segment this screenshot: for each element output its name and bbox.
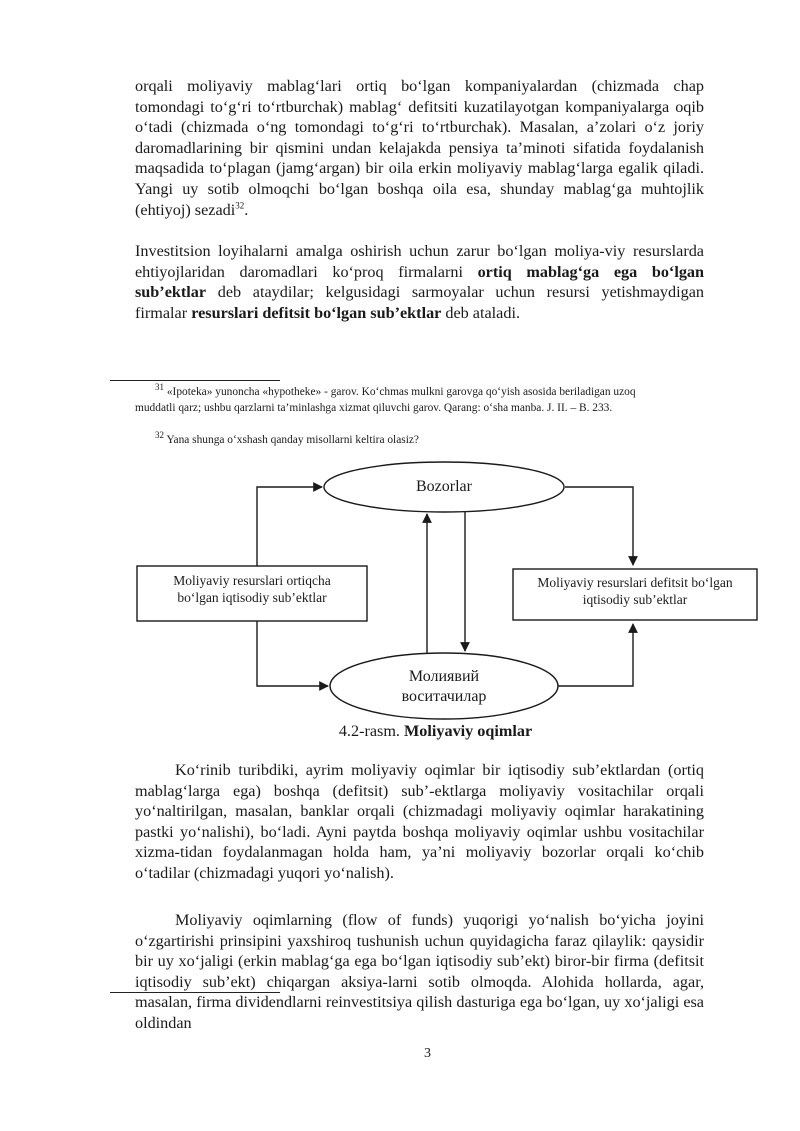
term-deficit-units: resurslari defitsit bo‘lgan sub’ektlar (191, 303, 442, 322)
footnote-ref-32: 32 (235, 200, 245, 211)
paragraph-2-text-a: Investitsion loyihalarni amalga oshirish uchun zarur bo‘lgan moliya-viy resurslarda ehtiyojlaridan daromadlari ko‘proq firmalarni (135, 242, 704, 281)
footnote-32-text: Yana shunga o‘xshash qanday misollarni keltira olasiz? (166, 434, 419, 446)
deficit-box-line1: Moliyaviy resurslari defitsit bo‘lgan (537, 575, 733, 590)
footnote-31-number: 31 (155, 382, 164, 393)
flow-arrow-markets-to-deficit (565, 487, 633, 565)
caption-prefix: 4.2-rasm. (338, 722, 405, 740)
intermediaries-line1: Молиявий (408, 668, 480, 685)
body-paragraph-3: Ko‘rinib turibdiki, ayrim moliyaviy oqimlar bir iqtisodiy sub’ektlardan (ortiq mablag‘larga ega) boshqa (defitsit) sub’-ektlarga moliyaviy vositachilar orqali yo‘naltirilgan, masalan, banklar orqali (chizmadagi moliyaviy oqimlar harakatining pastki yo‘nalishi), bo‘ladi. Ayni paytda boshqa moliyaviy oqimlar ushbu vositachilar xizma-tidan foydalanmagan holda ham, ya’ni moliyaviy bozorlar orqali ko‘chib o‘tadilar (chizmadagi yuqori yo‘nalish). (135, 761, 704, 882)
flow-arrow-surplus-to-markets (257, 487, 322, 566)
caption-title: Moliyaviy oqimlar (404, 722, 533, 740)
body-paragraph-1: orqali moliyaviy mablag‘lari ortiq bo‘lgan kompaniyalardan (chizmada chap tomondagi to‘g‘ri to‘rtburchak) mablag‘ defitsiti kuzatilayotgan kompaniyalarga oqib o‘tadi (chizmada o‘ng tomondagi to‘g‘ri to‘rtburchak). Masalan, a’zolari o‘z joriy daromadlarining bir qismini undan kelajakda pensiya ta’minoti sifatida foydalanish maqsadida to‘plagan (jamg‘argan) bir oila erkin moliyaviy mablag‘larga egalik qiladi. Yangi uy sotib olmoqchi bo‘lgan boshqa oila esa, shunday mablag‘ga muhtojlik (ehtiyoj) sezadi$^{32}$. (135, 77, 704, 219)
deficit-box-line2: iqtisodiy sub’ektlar (582, 592, 688, 607)
surplus-box-line1: Moliyaviy resurslari ortiqcha (173, 573, 331, 588)
page-number: 3 (424, 1046, 431, 1061)
intermediaries-node (330, 653, 558, 719)
body-paragraph-4: Moliyaviy oqimlarning (flow of funds) yuqorigi yo‘nalish bo‘yicha joyini o‘zgartirishi prinsipini yaxshiroq tushunish uchun quyidagicha faraz qilaylik: qaysidir bir uy xo‘jaligi (erkin mablag‘ga ega bo‘lgan iqtisodiy sub’ekt) biror-bir firma (defitsit iqtisodiy sub’ekt) chiqargan aksiya-larni sotib olmoqda. Alohida hollarda, agar, masalan, firma dividendlarni reinvestitsiya qilish dasturiga ega bo‘lgan, uy xo‘jaligi esa oldindan (135, 911, 704, 1032)
flow-arrow-surplus-to-intermediaries (257, 621, 328, 686)
footnote-32-number: 32 (155, 430, 164, 441)
term-surplus-units: ortiq mablag‘ga ega bo‘lgan sub’ektlar (135, 262, 705, 302)
surplus-box-line2: bo‘lgan iqtisodiy sub’ektlar (177, 590, 327, 605)
figure-caption (0, 722, 800, 741)
paragraph-2-text-b: deb ataydilar; kelgusidagi sarmoyalar uchun resursi yetishmaydigan firmalar (135, 283, 704, 322)
paragraph-1-text: orqali moliyaviy mablag‘lari ortiq bo‘lgan kompaniyalardan (chizmada chap tomondagi to‘g‘ri to‘rtburchak) mablag‘ defitsiti kuzatilayotgan kompaniyalarga oqib o‘tadi (chizmada o‘ng tomondagi to‘g‘ri to‘rtburchak). Masalan, a’zolari o‘z joriy daromadlarining bir qismini undan kelajakda pensiya ta’minoti sifatida foydalanish maqsadida to‘plagan (jamg‘argan) bir oila erkin moliyaviy mablag‘larga egalik qiladi. Yangi uy sotib olmoqchi bo‘lgan boshqa oila esa, shunday mablag‘ga muhtojlik (ehtiyoj) sezadi (135, 77, 704, 219)
intermediaries-line2: воситачилар (401, 688, 487, 705)
flow-arrow-intermediaries-to-deficit (558, 624, 633, 686)
paragraph-2-text-c: deb ataladi. (441, 303, 520, 322)
page-rule (110, 992, 280, 993)
footnote-31-text: «Ipoteka» yunoncha «hypotheke» - garov. Ko‘chmas mulkni garovga qo‘yish asosida beriladigan uzoq muddatli qarz; ushbu qarzlarni ta’minlashga xizmat qiluvchi garov. Qarang: o‘sha manba. J. II. – B. 233. (135, 386, 636, 414)
markets-label: Bozorlar (416, 478, 472, 495)
